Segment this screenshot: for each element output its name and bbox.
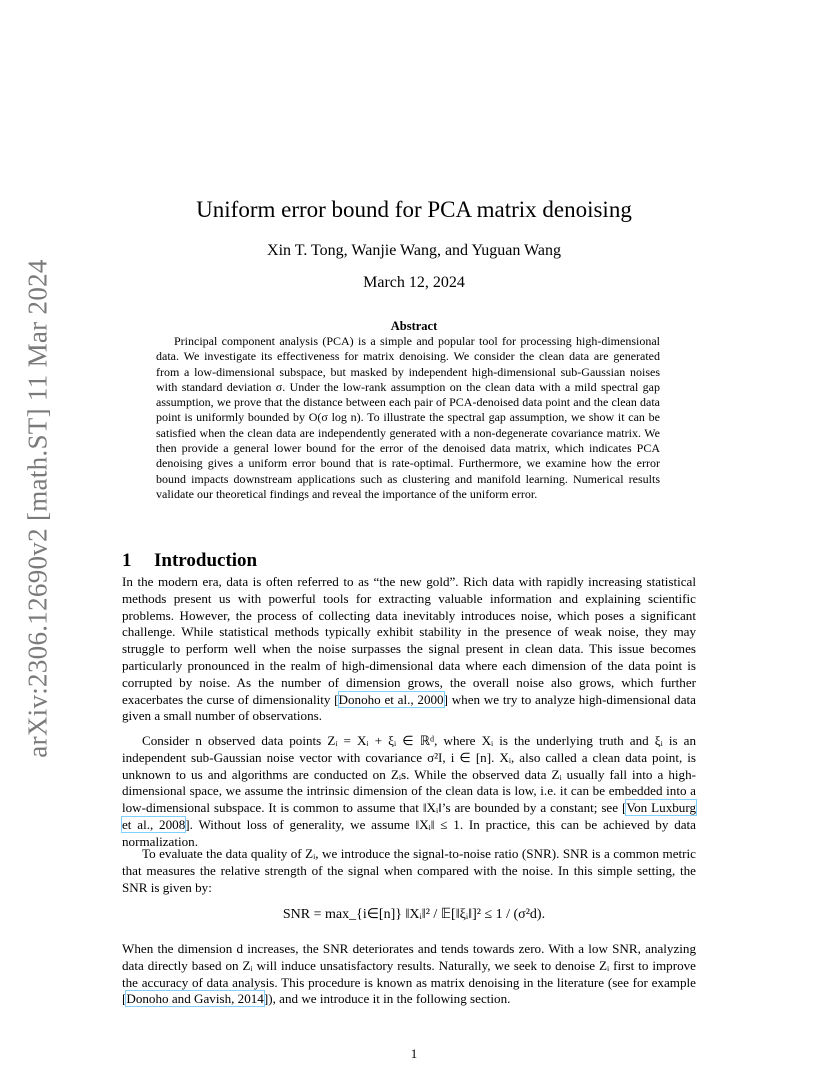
snr-equation: SNR = max_{i∈[n]} ‖Xᵢ‖² / 𝔼[‖ξᵢ‖]² ≤ 1 / (σ²d). xyxy=(282,907,546,922)
section-number: 1 xyxy=(122,550,132,571)
citation-von-luxburg-2008[interactable]: Von Luxburg et al., 2008 xyxy=(122,800,697,832)
arxiv-identifier-text: arXiv:2306.12690v2 [math.ST] 11 Mar 2024 xyxy=(22,258,53,758)
intro-paragraph-4: When the dimension d increases, the SNR deteriorates and tends towards zero. With a low SNR, analyzing data directly based on Zᵢ will induce unsatisfactory results. Naturally, we seek to denoise Zᵢ first to improve the accuracy of data analysis. This procedure is known as matrix denoising in the literature (see for example [Donoho and Gavish, 2014]), and we introduce it in the following section. xyxy=(122,941,696,1007)
abstract-text: Principal component analysis (PCA) is a simple and popular tool for processing high-dimensional data. We investigate its effectiveness for matrix denoising. We consider the clean data are generated from a low-dimensional subspace, but masked by independent high-dimensional sub-Gaussian noises with standard deviation σ. Under the low-rank assumption on the clean data with a mild spectral gap assumption, we prove that the distance between each pair of PCA-denoised data point and the clean data point is uniformly bounded by O(σ log n). To illustrate the spectral gap assumption, we show it can be satisfied when the clean data are independently generated with a non-degenerate covariance matrix. We then provide a general lower bound for the error of the denoised data matrix, which indicates PCA denoising gives a uniform error bound that is rate-optimal. Furthermore, we examine how the error bound impacts downstream applications such as clustering and manifold learning. Numerical results validate our theoretical findings and reveal the importance of the uniform error. xyxy=(156,334,660,501)
p4-end-text: ), and we introduce it in the following section. xyxy=(268,991,511,1007)
p4-text: When the dimension d increases, the SNR deteriorates and tends towards zero. With a low SNR, analyzing data directly based on Zᵢ will induce unsatisfactory results. Naturally, we seek to denoise Zᵢ first to improve the accuracy of data analysis. This procedure is known as matrix denoising in the literature (see for example xyxy=(122,941,696,990)
paper-title: Uniform error bound for PCA matrix denoising xyxy=(196,197,632,222)
intro-paragraph-3: To evaluate the data quality of Zᵢ, we introduce the signal-to-noise ratio (SNR). SNR is a common metric that measures the relative strength of the signal when compared with the noise. In this simple setting, the SNR is given by: xyxy=(122,846,696,895)
intro-paragraph-1: In the modern era, data is often referred to as “the new gold”. Rich data with rapidly increasing statistical methods present us with powerful tools for extracting valuable information and explaining scientific problems. However, the process of collecting data inevitably introduces noise, which poses a significant challenge. While statistical methods typically exhibit stability in the presence of weak noise, they may struggle to perform well when the noise surpasses the signal present in clean data. This issue becomes particularly pronounced in the realm of high-dimensional data where each dimension of the data point is corrupted by noise. As the number of dimension grows, the overall noise also grows, which further exacerbates the curse of dimensionality [Donoho et al., 2000] when we try to analyze high-dimensional data given a small number of observations. xyxy=(122,574,696,724)
p1-end-text: when we try to analyze high-dimensional data given a small number of observations. xyxy=(122,691,696,724)
citation-donoho-2000[interactable]: Donoho et al., 2000 xyxy=(338,691,444,707)
intro-paragraph-2: Consider n observed data points Zᵢ = Xᵢ + ξᵢ ∈ ℝᵈ, where Xᵢ is the underlying truth and ξᵢ is an independent sub-Gaussian noise vector with covariance σ²I, i ∈ [n]. Xᵢ, also called a clean data point, is unknown to us and algorithms are conducted on Zᵢs. While the observed data Zᵢ usually fall into a high-dimensional space, we assume the intrinsic dimension of the clean data is low, i.e. it can be embedded into a low-dimensional subspace. It is common to assume that ‖Xᵢ‖’s are bounded by a constant; see [Von Luxburg et al., 2008]. Without loss of generality, we assume ‖Xᵢ‖ ≤ 1. In practice, this can be achieved by data normalization. xyxy=(122,733,697,849)
arxiv-identifier xyxy=(18,258,58,758)
p1-text: In the modern era, data is often referred to as “the new gold”. Rich data with rapidly increasing statistical methods present us with powerful tools for extracting valuable information and explaining scientific problems. However, the process of collecting data inevitably introduces noise, which poses a significant challenge. While statistical methods typically exhibit stability in the presence of weak noise, they may struggle to perform well when the noise surpasses the signal present in clean data. This issue becomes particularly pronounced in the realm of high-dimensional data where each dimension of the data point is corrupted by noise. As the number of dimension grows, the overall noise also grows, which further exacerbates the curse of dimensionality xyxy=(122,574,696,707)
abstract-heading: Abstract xyxy=(390,319,438,333)
paper-date: March 12, 2024 xyxy=(363,274,465,291)
section-title: Introduction xyxy=(154,550,258,571)
p2-text: Consider n observed data points Zᵢ = Xᵢ + ξᵢ ∈ ℝᵈ, where Xᵢ is the underlying truth and ξᵢ is an independent sub-Gaussian noise vector with covariance σ²I, i ∈ [n]. Xᵢ, also called a clean data point, is unknown to us and algorithms are conducted on Zᵢs. While the observed data Zᵢ usually fall into a high-dimensional space, we assume the intrinsic dimension of the clean data is low, i.e. it can be embedded into a low-dimensional subspace. It is common to assume that ‖Xᵢ‖’s are bounded by a constant; see xyxy=(122,733,696,816)
p2-end-text: . Without loss of generality, we assume ‖Xᵢ‖ ≤ 1. In practice, this can be achieved by data normalization. xyxy=(122,816,696,849)
section-heading xyxy=(122,550,257,572)
citation-donoho-gavish-2014[interactable]: Donoho and Gavish, 2014 xyxy=(126,991,264,1007)
page-number: 1 xyxy=(410,1046,418,1061)
paper-authors: Xin T. Tong, Wanjie Wang, and Yuguan Wang xyxy=(267,242,561,259)
